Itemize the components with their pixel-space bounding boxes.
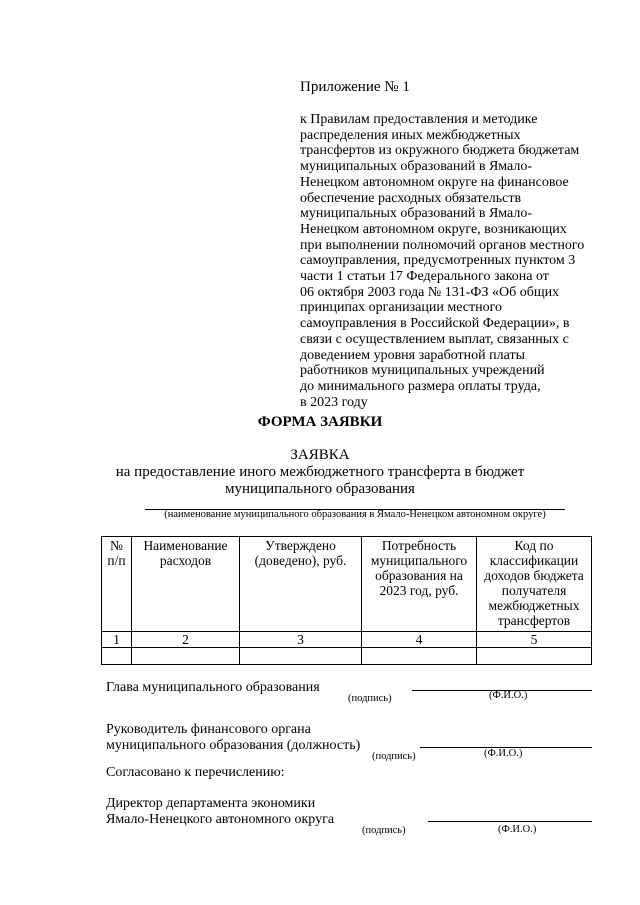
- finance-sign-caption: (подпись): [372, 751, 416, 762]
- header-cell-number: № п/п: [102, 537, 132, 632]
- director-sign-caption: (подпись): [362, 825, 406, 836]
- column-number: 5: [477, 632, 592, 648]
- finance-head-label-line1: Руководитель финансового органа: [106, 722, 311, 737]
- appendix-line: муниципальных образований в Ямало-: [300, 206, 533, 222]
- column-number: 1: [102, 632, 132, 648]
- appendix-line: муниципальных образований в Ямало-: [300, 159, 533, 175]
- finance-head-label-line2: муниципального образования (должность): [106, 738, 361, 753]
- appendix-line: доведением уровня заработной платы: [300, 347, 525, 363]
- table-row: [102, 632, 592, 648]
- request-subtitle-line1: на предоставление иного межбюджетного трансферта в бюджет: [115, 464, 525, 480]
- table-header-row: [102, 537, 592, 632]
- request-title: ЗАЯВКА: [290, 447, 350, 463]
- appendix-line: самоуправления, предусмотренных пунктом 3: [300, 253, 576, 269]
- appendix-line: Ненецком автономном округе, возникающих: [300, 221, 567, 237]
- appendix-line: до минимального размера оплаты труда,: [300, 378, 541, 394]
- header-cell-code: Код по классификации доходов бюджета получателя межбюджетных трансфертов: [477, 537, 592, 632]
- appendix-line: связи с осуществлением выплат, связанных с: [300, 331, 569, 347]
- agreed-label: Согласовано к перечислению:: [106, 765, 285, 780]
- head-of-municipality-label: Глава муниципального образования: [106, 680, 320, 695]
- municipality-name-caption: (наименование муниципального образования в Ямало-Ненецком автономном округе): [164, 509, 546, 520]
- column-number: 4: [362, 632, 477, 648]
- appendix-line: самоуправления в Российской Федерации», в: [300, 316, 570, 332]
- appendix-line: к Правилам предоставления и методике: [300, 112, 538, 127]
- appendix-line: обеспечение расходных обязательств: [300, 190, 522, 206]
- director-label-line2: Ямало-Ненецкого автономного округа: [106, 812, 335, 827]
- appendix-line: работников муниципальных учреждений: [300, 363, 545, 379]
- request-heading: [0, 447, 640, 498]
- head-fio-caption: (Ф.И.О.): [489, 690, 528, 701]
- head-sign-caption: (подпись): [348, 693, 392, 704]
- appendix-line: при выполнении полномочий органов местного: [300, 237, 585, 253]
- form-title: ФОРМА ЗАЯВКИ: [257, 414, 383, 430]
- appendix-text: [300, 112, 600, 410]
- table-cell[interactable]: [102, 648, 132, 665]
- appendix-line: 06 октября 2003 года № 131-ФЗ «Об общих: [300, 284, 560, 300]
- header-cell-expenses: Наименование расходов: [132, 537, 240, 632]
- director-fio-caption: (Ф.И.О.): [498, 824, 537, 835]
- appendix-line: распределения иных межбюджетных: [300, 127, 521, 143]
- appendix-line: принципах организации местного: [300, 300, 502, 316]
- table-cell[interactable]: [132, 648, 240, 665]
- appendix-title: Приложение № 1: [300, 79, 410, 95]
- director-signature-line[interactable]: [428, 821, 592, 822]
- header-cell-need: Потребность муниципального образования на 2023 год, руб.: [362, 537, 477, 632]
- appendix-line: части 1 статьи 17 Федерального закона от: [300, 269, 549, 285]
- column-number: 2: [132, 632, 240, 648]
- table-cell[interactable]: [240, 648, 362, 665]
- table-cell[interactable]: [477, 648, 592, 665]
- appendix-line: в 2023 году: [300, 394, 368, 410]
- director-label-line1: Директор департамента экономики: [106, 796, 316, 811]
- finance-fio-caption: (Ф.И.О.): [484, 748, 523, 759]
- table-row: [102, 648, 592, 665]
- request-subtitle-line2: муниципального образования: [225, 481, 415, 497]
- header-cell-approved: Утверждено (доведено), руб.: [240, 537, 362, 632]
- table-cell[interactable]: [362, 648, 477, 665]
- column-number: 3: [240, 632, 362, 648]
- request-table: [101, 536, 592, 665]
- appendix-line: Ненецком автономном округе на финансовое: [300, 174, 569, 190]
- appendix-line: трансфертов из окружного бюджета бюджетам: [300, 143, 580, 159]
